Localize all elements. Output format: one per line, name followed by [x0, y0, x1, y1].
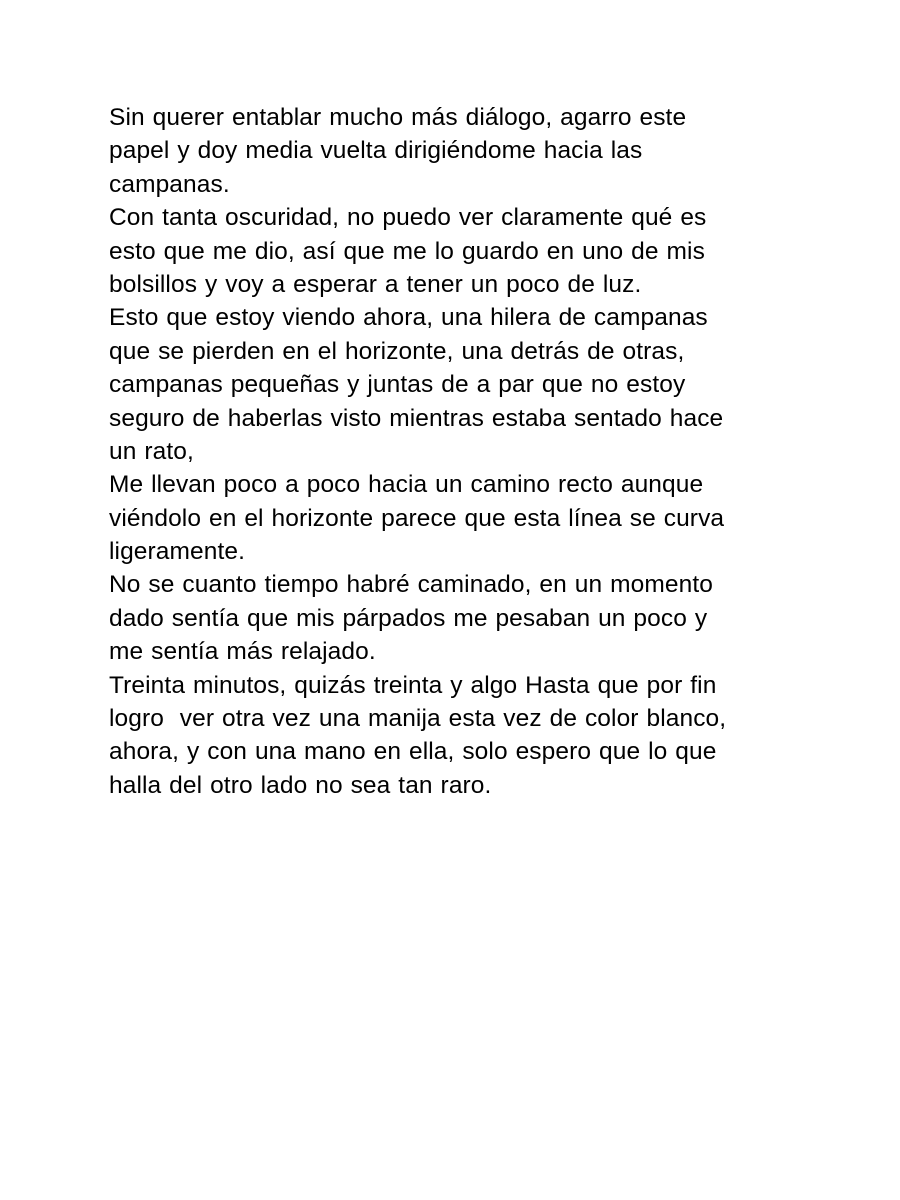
- text-line: Me llevan poco a poco hacia un camino recto aunque: [109, 471, 704, 499]
- text-line: ahora, y con una mano en ella, solo espero que lo que: [109, 738, 717, 766]
- text-line: Treinta minutos, quizás treinta y algo Hasta que por fin: [109, 671, 717, 699]
- text-line: No se cuanto tiempo habré caminado, en un momento: [109, 571, 713, 599]
- text-line: Sin querer entablar mucho más diálogo, agarro este: [109, 104, 687, 131]
- text-line: ligeramente.: [109, 538, 246, 566]
- text-line: campanas pequeñas y juntas de a par que no estoy: [109, 371, 686, 399]
- text-line: que se pierden en el horizonte, una detrás de otras,: [109, 337, 685, 365]
- text-line: me sentía más relajado.: [109, 638, 376, 666]
- text-line: esto que me dio, así que me lo guardo en uno de mis: [109, 237, 705, 265]
- text-line: un rato,: [109, 437, 194, 465]
- text-line: papel y doy media vuelta dirigiéndome hacia las: [109, 137, 643, 165]
- text-line: seguro de haberlas visto mientras estaba sentado hace: [109, 404, 724, 432]
- text-line: Esto que estoy viendo ahora, una hilera de campanas: [109, 304, 708, 332]
- text-line: Con tanta oscuridad, no puedo ver claramente qué es: [109, 204, 707, 232]
- text-line: bolsillos y voy a esperar a tener un poco de luz.: [109, 270, 642, 298]
- text-line: logro ver otra vez una manija esta vez de color blanco,: [109, 705, 727, 733]
- text-line: viéndolo en el horizonte parece que esta línea se curva: [109, 504, 725, 532]
- text-line: campanas.: [109, 170, 230, 198]
- text-line: halla del otro lado no sea tan raro.: [109, 771, 492, 799]
- body-text: [109, 101, 799, 802]
- text-line: dado sentía que mis párpados me pesaban un poco y: [109, 604, 708, 632]
